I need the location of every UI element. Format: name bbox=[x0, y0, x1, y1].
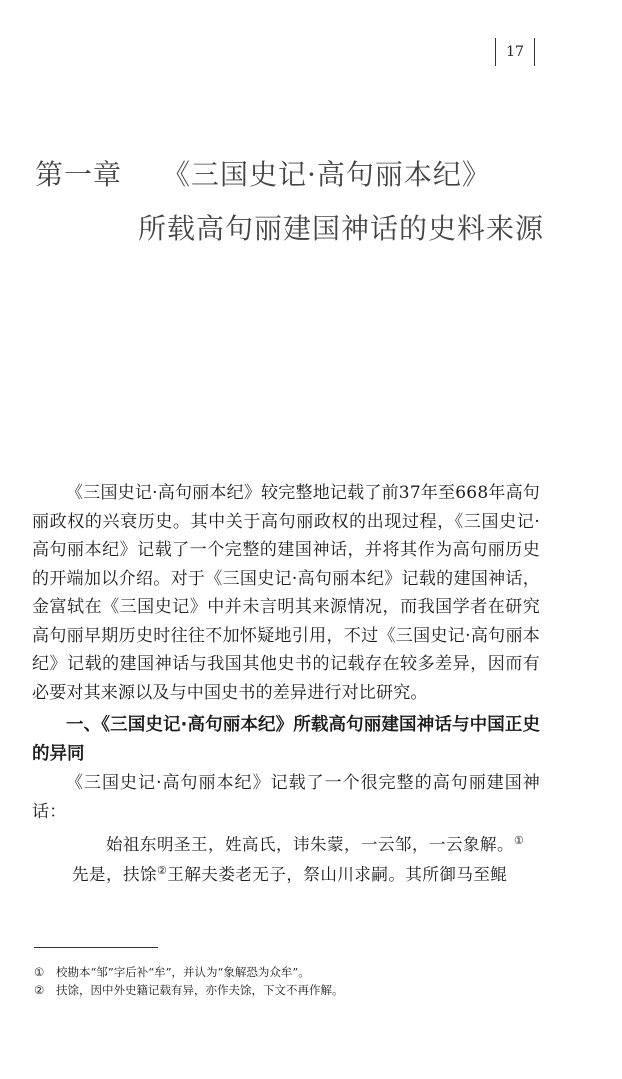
footnote-2-text: 扶馀，因中外史籍记载有异，亦作夫馀，下文不再作解。 bbox=[56, 983, 344, 997]
quote-line-1-text: 始祖东明圣王，姓高氏，讳朱蒙，一云邹，一云象解。 bbox=[106, 835, 514, 854]
page-number-box bbox=[495, 38, 535, 66]
quote-line-1 bbox=[32, 830, 540, 860]
footnote-ref-2: ② bbox=[157, 864, 168, 877]
chapter-title bbox=[35, 153, 544, 247]
footnotes bbox=[34, 963, 574, 999]
footnote-2-mark: ② bbox=[34, 983, 45, 997]
footnote-ref-1: ① bbox=[514, 834, 525, 847]
chapter-title-line2: 所载高句丽建国神话的史料来源 bbox=[138, 212, 545, 245]
quote-line-2-text-b: 王解夫娄老无子，祭山川求嗣。其所御马至鲲 bbox=[167, 865, 508, 884]
section-heading: 一、《三国史记·高句丽本纪》所载高句丽建国神话与中国正史的异同 bbox=[32, 715, 540, 764]
footnote-1-mark: ① bbox=[34, 965, 45, 979]
chapter-label: 第一章 bbox=[35, 158, 123, 191]
quote-line-2-text-a: 先是，扶馀 bbox=[72, 865, 157, 884]
footnote-divider bbox=[34, 947, 158, 948]
footnote-2 bbox=[34, 981, 574, 999]
body-text bbox=[32, 479, 540, 890]
intro-paragraph: 《三国史记·高句丽本纪》较完整地记载了前37年至668年高句丽政权的兴衰历史。其中关于高句丽政权的出现过程，《三国史记·高句丽本纪》记载了一个完整的建国神话，并将其作为高句丽历史的开端加以介绍。对于《三国史记·高句丽本纪》记载的建国神话，金富轼在《三国史记》中并未言明其来源情况，而我国学者在研究高句丽早期历史时往往不加怀疑地引用，不过《三国史记·高句丽本纪》记载的建国神话与我国其他史书的记载存在较多差异，因而有必要对其来源以及与中国史书的差异进行对比研究。 bbox=[32, 483, 540, 703]
footnote-1-text: 校勘本“邹”字后补“牟”，并认为“象解恐为众牟”。 bbox=[56, 965, 310, 979]
section-intro: 《三国史记·高句丽本纪》记载了一个很完整的高句丽建国神话： bbox=[32, 773, 540, 822]
page-number: 17 bbox=[506, 44, 524, 60]
chapter-title-line1: 《三国史记·高句丽本纪》 bbox=[162, 158, 491, 191]
quote-line-2 bbox=[32, 860, 540, 890]
footnote-1 bbox=[34, 963, 574, 981]
